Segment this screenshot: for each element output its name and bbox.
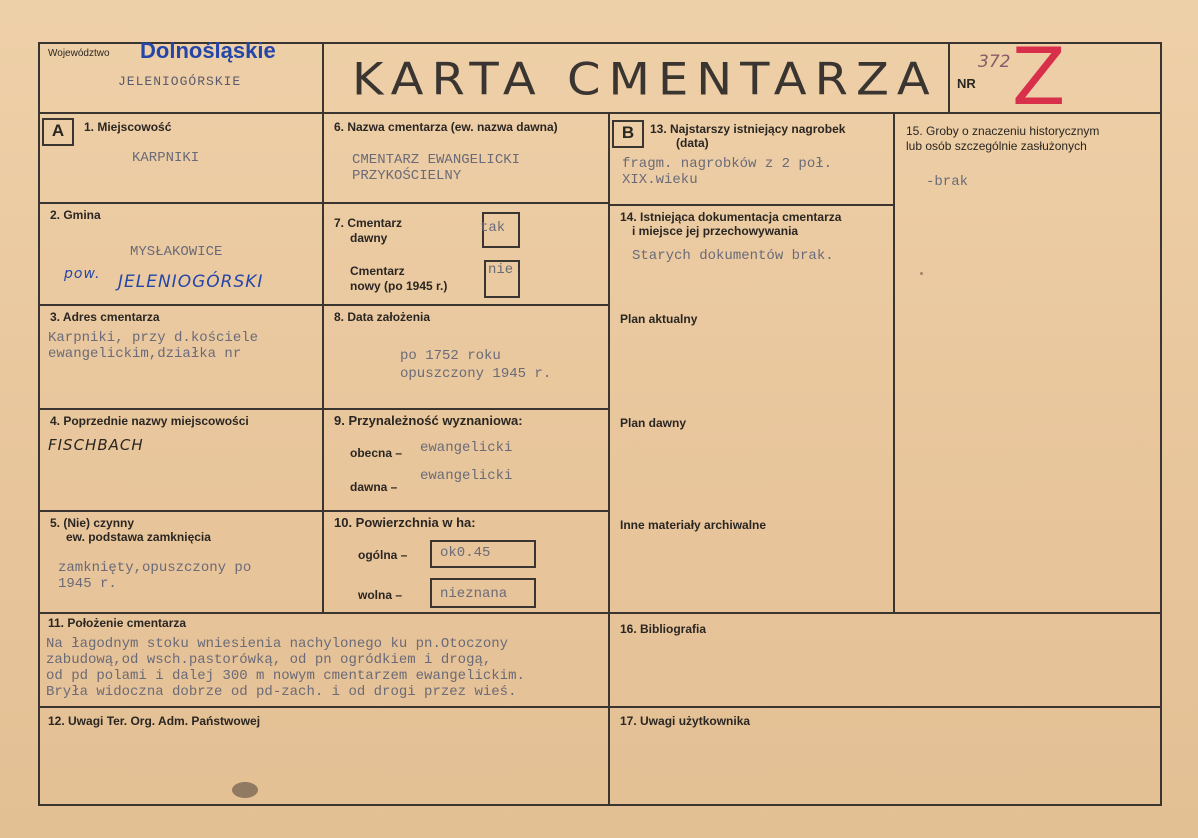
frame-right	[1160, 42, 1162, 806]
frame-left	[38, 42, 40, 806]
field-3-line2: ewangelickim,działka nr	[48, 346, 242, 362]
field-7-value-b: nie	[488, 262, 514, 278]
paper-stain	[232, 782, 258, 798]
field-4-label: 4. Poprzednie nazwy miejscowości	[50, 414, 249, 428]
field-4-value: FISCHBACH	[48, 436, 144, 454]
field-9-obecna-label: obecna –	[350, 446, 403, 460]
row-divider-3	[38, 408, 610, 410]
field-10-label: 10. Powierzchnia w ha:	[334, 515, 476, 530]
paper-speck	[920, 272, 923, 275]
nr-letter-marker: Z	[1012, 33, 1066, 123]
field-1-label: 1. Miejscowość	[84, 120, 172, 134]
row-divider-1	[38, 202, 610, 204]
field-7-label-b2: nowy (po 1945 r.)	[350, 279, 448, 293]
field-9-dawna-label: dawna –	[350, 480, 398, 494]
field-1-value: KARPNIKI	[132, 150, 200, 166]
field-5-line1: zamknięty,opuszczony po	[58, 560, 252, 576]
nr-divider	[948, 42, 950, 114]
field-5-label2: ew. podstawa zamknięcia	[66, 530, 211, 544]
frame-bottom	[38, 804, 1162, 806]
inne-materialy-label: Inne materiały archiwalne	[620, 518, 767, 532]
field-3-line1: Karpniki, przy d.kościele	[48, 330, 259, 346]
field-7-value-a: tak	[480, 220, 506, 236]
field-9-dawna-value: ewangelicki	[420, 468, 513, 484]
field-8-line2: opuszczony 1945 r.	[400, 366, 552, 382]
section-letter-a: A	[42, 118, 74, 146]
field-11-line2: zabudową,od wsch.pastorówką, od pn ogródkiem i drogą,	[46, 652, 492, 668]
col-divider-2	[608, 112, 610, 804]
field-15-value: -brak	[926, 174, 969, 190]
header-divider	[38, 112, 1162, 114]
field-5-label1: 5. (Nie) czynny	[50, 516, 135, 530]
field-5-line2: 1945 r.	[58, 576, 117, 592]
col-divider-3	[893, 112, 895, 614]
field-6-line1: CMENTARZ EWANGELICKI	[352, 152, 521, 168]
field-3-label: 3. Adres cmentarza	[50, 310, 160, 324]
field-2-value: MYSŁAKOWICE	[130, 244, 223, 260]
field-13-line2: XIX.wieku	[622, 172, 698, 188]
field-11-line4: Bryła widoczna dobrze od pd-zach. i od drogi przez wieś.	[46, 684, 517, 700]
field-14-label2: i miejsce jej przechowywania	[632, 224, 799, 238]
field-9-obecna-value: ewangelicki	[420, 440, 513, 456]
field-13-line1: fragm. nagrobków z 2 poł.	[622, 156, 833, 172]
field-2-hand-value: JELENIOGÓRSKI	[118, 272, 264, 292]
field-10-wolna-box[interactable]	[430, 578, 536, 608]
field-10-wolna-label: wolna –	[358, 588, 403, 602]
field-14-label1: 14. Istniejąca dokumentacja cmentarza	[620, 210, 842, 224]
powiat-stamp: JELENIOGÓRSKIE	[118, 74, 242, 89]
field-7-label-b1: Cmentarz	[350, 264, 405, 278]
field-8-line1: po 1752 roku	[400, 348, 501, 364]
field-10-wolna-value: nieznana	[440, 586, 508, 602]
field-2-label: 2. Gmina	[50, 208, 101, 222]
row-divider-5	[38, 612, 1162, 614]
field-11-line3: od pd polami i dalej 300 m nowym cmentarzem ewangelickim.	[46, 668, 525, 684]
field-13-label1: 13. Najstarszy istniejący nagrobek	[650, 122, 846, 136]
field-7-label-a2: dawny	[350, 231, 388, 245]
plan-dawny-label: Plan dawny	[620, 416, 687, 430]
field-10-ogolna-label: ogólna –	[358, 548, 408, 562]
field-7-box-b[interactable]	[484, 260, 520, 298]
plan-aktualny-label: Plan aktualny	[620, 312, 698, 326]
field-6-label: 6. Nazwa cmentarza (ew. nazwa dawna)	[334, 120, 558, 134]
field-13-label2: (data)	[676, 136, 709, 150]
field-10-ogolna-value: ok0.45	[440, 545, 491, 561]
wojewodztwo-label: Województwo	[48, 48, 110, 59]
nr-value: 372	[978, 52, 1011, 72]
field-17-label: 17. Uwagi użytkownika	[620, 714, 751, 728]
field-15-label2: lub osób szczególnie zasłużonych	[906, 139, 1087, 153]
wojewodztwo-value: Dolnośląskie	[140, 38, 276, 63]
row-divider-13	[608, 204, 895, 206]
field-12-label: 12. Uwagi Ter. Org. Adm. Państwowej	[48, 714, 261, 728]
field-7-box-a[interactable]	[482, 212, 520, 248]
card-title: KARTA CMENTARZA	[352, 54, 938, 106]
field-6-line2: PRZYKOŚCIELNY	[352, 168, 462, 184]
row-divider-2	[38, 304, 610, 306]
row-divider-6	[38, 706, 1162, 708]
field-11-label: 11. Położenie cmentarza	[48, 616, 187, 630]
field-10-ogolna-box[interactable]	[430, 540, 536, 568]
field-7-label-a1: 7. Cmentarz	[334, 216, 403, 230]
field-11-line1: Na łagodnym stoku wniesienia nachylonego ku pn.Otoczony	[46, 636, 509, 652]
field-15-label1: 15. Groby o znaczeniu historycznym	[906, 124, 1100, 138]
nr-label: NR	[957, 76, 976, 91]
row-divider-4	[38, 510, 610, 512]
col-divider-1	[322, 42, 324, 612]
field-16-label: 16. Bibliografia	[620, 622, 707, 636]
section-letter-b: B	[612, 120, 644, 148]
field-14-value: Starych dokumentów brak.	[632, 248, 834, 264]
field-2-hand-prefix: pow.	[64, 266, 101, 282]
field-8-label: 8. Data założenia	[334, 310, 431, 324]
field-9-label: 9. Przynależność wyznaniowa:	[334, 413, 523, 428]
